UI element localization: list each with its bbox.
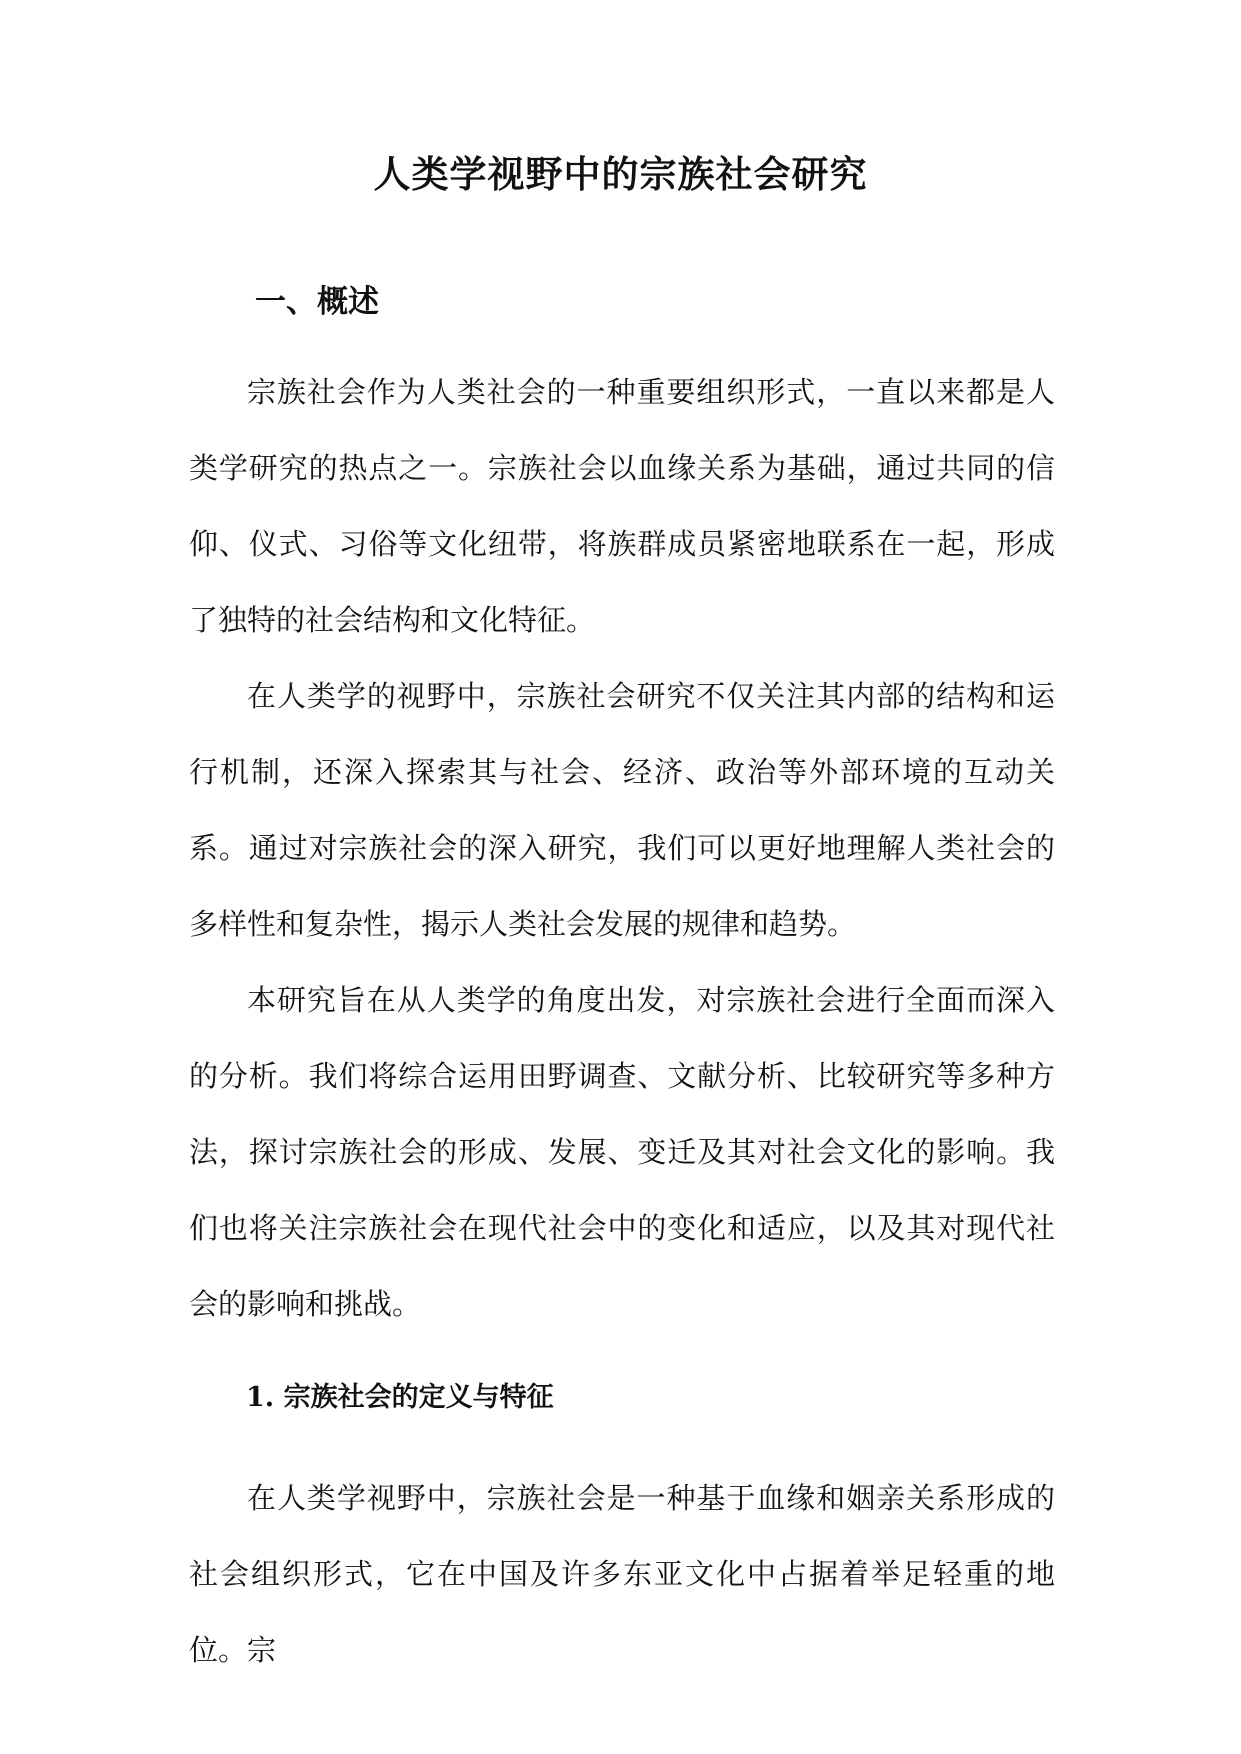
paragraph-2: 在人类学的视野中，宗族社会研究不仅关注其内部的结构和运行机制，还深入探索其与社会、经济、政治等外部环境的互动关系。通过对宗族社会的深入研究，我们可以更好地理解人类社会的多样性和复杂性，揭示人类社会发展的规律和趋势。 (189, 679, 1055, 941)
section-heading-overview: 一、概述 (255, 284, 379, 320)
document-title: 人类学视野中的宗族社会研究 (373, 152, 868, 196)
subsection-heading-definition: 1. 宗族社会的定义与特征 (246, 1382, 554, 1413)
paragraph-definition: 在人类学视野中，宗族社会是一种基于血缘和姻亲关系形成的社会组织形式，它在中国及许多东亚文化中占据着举足轻重的地位。宗 (189, 1481, 1055, 1667)
paragraph-3: 本研究旨在从人类学的角度出发，对宗族社会进行全面而深入的分析。我们将综合运用田野调查、文献分析、比较研究等多种方法，探讨宗族社会的形成、发展、变迁及其对社会文化的影响。我们也将关注宗族社会在现代社会中的变化和适应，以及其对现代社会的影响和挑战。 (189, 983, 1055, 1321)
paragraph-1: 宗族社会作为人类社会的一种重要组织形式，一直以来都是人类学研究的热点之一。宗族社会以血缘关系为基础，通过共同的信仰、仪式、习俗等文化纽带，将族群成员紧密地联系在一起，形成了独特的社会结构和文化特征。 (189, 375, 1055, 637)
